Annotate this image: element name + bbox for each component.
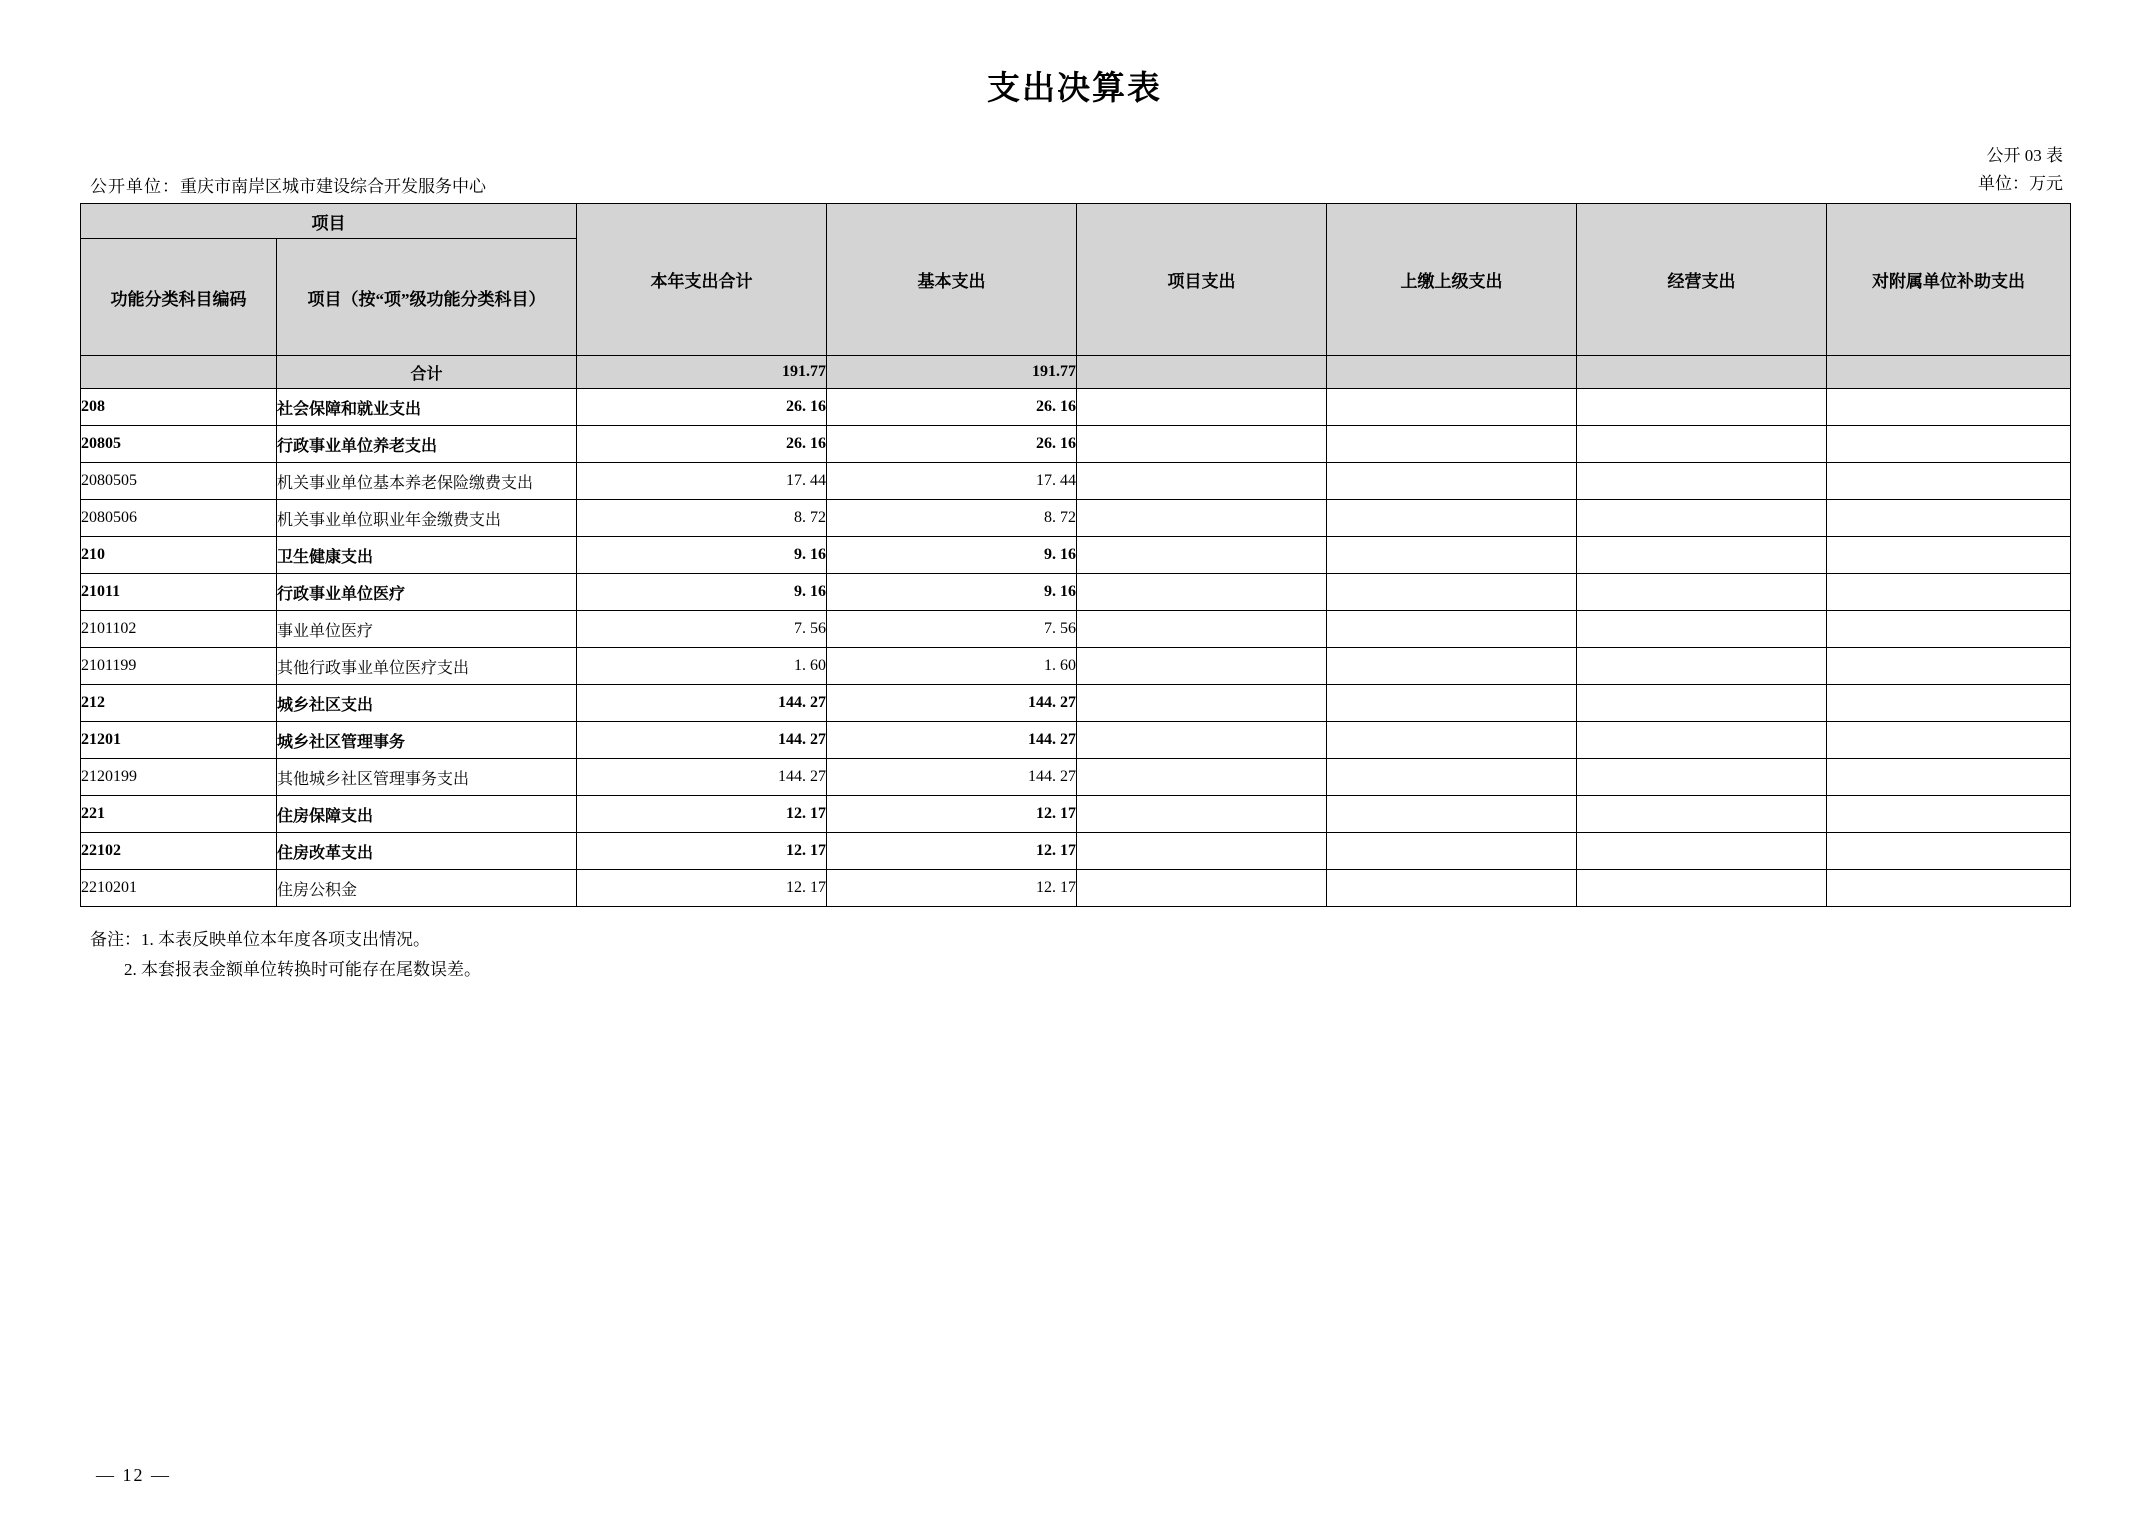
form-number: 公开 03 表	[1986, 146, 2063, 165]
page-number: — 12 —	[96, 1465, 171, 1485]
row-subsidy	[1827, 463, 2071, 500]
table-row	[81, 500, 2071, 537]
row-code: 210	[81, 537, 277, 574]
row-basic: 9. 16	[827, 537, 1077, 574]
row-remit	[1327, 574, 1577, 611]
table-row	[81, 426, 2071, 463]
table-header-row-1	[81, 204, 2071, 239]
row-project	[1077, 537, 1327, 574]
row-name: 事业单位医疗	[277, 611, 577, 648]
row-remit	[1327, 796, 1577, 833]
header-col-item-name: 项目（按“项”级功能分类科目）	[277, 239, 577, 356]
page-title: 支出决算表	[987, 71, 1162, 107]
row-subsidy	[1827, 611, 2071, 648]
row-total: 17. 44	[577, 463, 827, 500]
unit-note: 单位：万元	[1978, 174, 2063, 193]
total-value-remit	[1327, 356, 1577, 389]
row-code: 208	[81, 389, 277, 426]
table-notes	[90, 925, 481, 985]
row-code: 2080505	[81, 463, 277, 500]
row-name: 卫生健康支出	[277, 537, 577, 574]
row-operating	[1577, 759, 1827, 796]
row-project	[1077, 426, 1327, 463]
row-project	[1077, 796, 1327, 833]
row-basic: 26. 16	[827, 389, 1077, 426]
row-operating	[1577, 722, 1827, 759]
table-row	[81, 722, 2071, 759]
total-code-cell	[81, 356, 277, 389]
total-label: 合计	[277, 356, 577, 389]
total-value-project	[1077, 356, 1327, 389]
row-code: 2080506	[81, 500, 277, 537]
row-basic: 144. 27	[827, 722, 1077, 759]
row-remit	[1327, 426, 1577, 463]
row-name: 其他城乡社区管理事务支出	[277, 759, 577, 796]
row-basic: 144. 27	[827, 685, 1077, 722]
row-remit	[1327, 833, 1577, 870]
row-total: 9. 16	[577, 537, 827, 574]
table-body	[81, 356, 2071, 907]
total-value-total: 191.77	[577, 356, 827, 389]
row-subsidy	[1827, 574, 2071, 611]
row-total: 1. 60	[577, 648, 827, 685]
row-code: 22102	[81, 833, 277, 870]
total-value-operating	[1577, 356, 1827, 389]
row-remit	[1327, 759, 1577, 796]
row-subsidy	[1827, 722, 2071, 759]
row-operating	[1577, 685, 1827, 722]
row-project	[1077, 648, 1327, 685]
row-project	[1077, 722, 1327, 759]
row-remit	[1327, 389, 1577, 426]
row-project	[1077, 685, 1327, 722]
row-code: 212	[81, 685, 277, 722]
row-operating	[1577, 389, 1827, 426]
row-subsidy	[1827, 833, 2071, 870]
row-operating	[1577, 426, 1827, 463]
table-row	[81, 870, 2071, 907]
row-name: 社会保障和就业支出	[277, 389, 577, 426]
row-project	[1077, 500, 1327, 537]
row-total: 9. 16	[577, 574, 827, 611]
table-total-row	[81, 356, 2071, 389]
row-name: 住房改革支出	[277, 833, 577, 870]
row-code: 21011	[81, 574, 277, 611]
row-total: 12. 17	[577, 796, 827, 833]
row-basic: 9. 16	[827, 574, 1077, 611]
row-project	[1077, 833, 1327, 870]
row-total: 144. 27	[577, 722, 827, 759]
row-basic: 12. 17	[827, 796, 1077, 833]
header-col-total: 本年支出合计	[577, 204, 827, 356]
row-remit	[1327, 870, 1577, 907]
row-basic: 12. 17	[827, 870, 1077, 907]
header-col-project: 项目支出	[1077, 204, 1327, 356]
row-name: 城乡社区管理事务	[277, 722, 577, 759]
header-col-function-code: 功能分类科目编码	[81, 239, 277, 356]
row-total: 12. 17	[577, 870, 827, 907]
row-basic: 8. 72	[827, 500, 1077, 537]
header-col-operating: 经营支出	[1577, 204, 1827, 356]
row-total: 144. 27	[577, 685, 827, 722]
row-project	[1077, 611, 1327, 648]
row-total: 8. 72	[577, 500, 827, 537]
document-meta-right	[1978, 142, 2063, 198]
total-value-basic: 191.77	[827, 356, 1077, 389]
row-operating	[1577, 870, 1827, 907]
row-subsidy	[1827, 870, 2071, 907]
row-name: 住房公积金	[277, 870, 577, 907]
row-project	[1077, 759, 1327, 796]
table-row	[81, 685, 2071, 722]
row-code: 2210201	[81, 870, 277, 907]
row-name: 行政事业单位医疗	[277, 574, 577, 611]
table-row	[81, 796, 2071, 833]
table-row	[81, 833, 2071, 870]
row-subsidy	[1827, 500, 2071, 537]
total-value-subsidy	[1827, 356, 2071, 389]
row-code: 2101102	[81, 611, 277, 648]
row-basic: 1. 60	[827, 648, 1077, 685]
row-basic: 17. 44	[827, 463, 1077, 500]
row-project	[1077, 463, 1327, 500]
row-name: 机关事业单位基本养老保险缴费支出	[277, 463, 577, 500]
row-remit	[1327, 685, 1577, 722]
org-name: 重庆市南岸区城市建设综合开发服务中心	[180, 177, 486, 196]
row-remit	[1327, 648, 1577, 685]
header-col-basic: 基本支出	[827, 204, 1077, 356]
row-remit	[1327, 500, 1577, 537]
table-row	[81, 463, 2071, 500]
row-subsidy	[1827, 685, 2071, 722]
row-code: 20805	[81, 426, 277, 463]
table-row	[81, 759, 2071, 796]
row-name: 行政事业单位养老支出	[277, 426, 577, 463]
header-group-project: 项目	[81, 204, 577, 239]
note-line-2: 2. 本套报表金额单位转换时可能存在尾数误差。	[124, 960, 481, 979]
table-row	[81, 537, 2071, 574]
row-operating	[1577, 463, 1827, 500]
row-subsidy	[1827, 537, 2071, 574]
row-total: 7. 56	[577, 611, 827, 648]
row-name: 机关事业单位职业年金缴费支出	[277, 500, 577, 537]
header-col-remit-superior: 上缴上级支出	[1327, 204, 1577, 356]
row-operating	[1577, 611, 1827, 648]
header-col-subsidy-subordinate: 对附属单位补助支出	[1827, 204, 2071, 356]
row-code: 2101199	[81, 648, 277, 685]
row-name: 其他行政事业单位医疗支出	[277, 648, 577, 685]
org-line	[90, 172, 486, 197]
row-basic: 12. 17	[827, 833, 1077, 870]
row-project	[1077, 574, 1327, 611]
row-subsidy	[1827, 648, 2071, 685]
table-row	[81, 611, 2071, 648]
table-row	[81, 389, 2071, 426]
row-operating	[1577, 574, 1827, 611]
row-subsidy	[1827, 389, 2071, 426]
row-operating	[1577, 833, 1827, 870]
row-remit	[1327, 463, 1577, 500]
row-remit	[1327, 537, 1577, 574]
row-code: 21201	[81, 722, 277, 759]
row-code: 221	[81, 796, 277, 833]
note-line-1: 备注：1. 本表反映单位本年度各项支出情况。	[90, 930, 430, 949]
row-total: 144. 27	[577, 759, 827, 796]
row-remit	[1327, 722, 1577, 759]
table-row	[81, 574, 2071, 611]
row-project	[1077, 870, 1327, 907]
row-operating	[1577, 648, 1827, 685]
expenditure-table	[80, 203, 2071, 907]
row-basic: 7. 56	[827, 611, 1077, 648]
row-remit	[1327, 611, 1577, 648]
row-operating	[1577, 796, 1827, 833]
row-name: 住房保障支出	[277, 796, 577, 833]
row-basic: 144. 27	[827, 759, 1077, 796]
row-total: 26. 16	[577, 389, 827, 426]
row-total: 12. 17	[577, 833, 827, 870]
row-operating	[1577, 537, 1827, 574]
row-subsidy	[1827, 759, 2071, 796]
row-basic: 26. 16	[827, 426, 1077, 463]
row-total: 26. 16	[577, 426, 827, 463]
org-label: 公开单位：	[90, 177, 180, 196]
row-operating	[1577, 500, 1827, 537]
row-name: 城乡社区支出	[277, 685, 577, 722]
row-subsidy	[1827, 426, 2071, 463]
row-project	[1077, 389, 1327, 426]
row-code: 2120199	[81, 759, 277, 796]
table-row	[81, 648, 2071, 685]
row-subsidy	[1827, 796, 2071, 833]
